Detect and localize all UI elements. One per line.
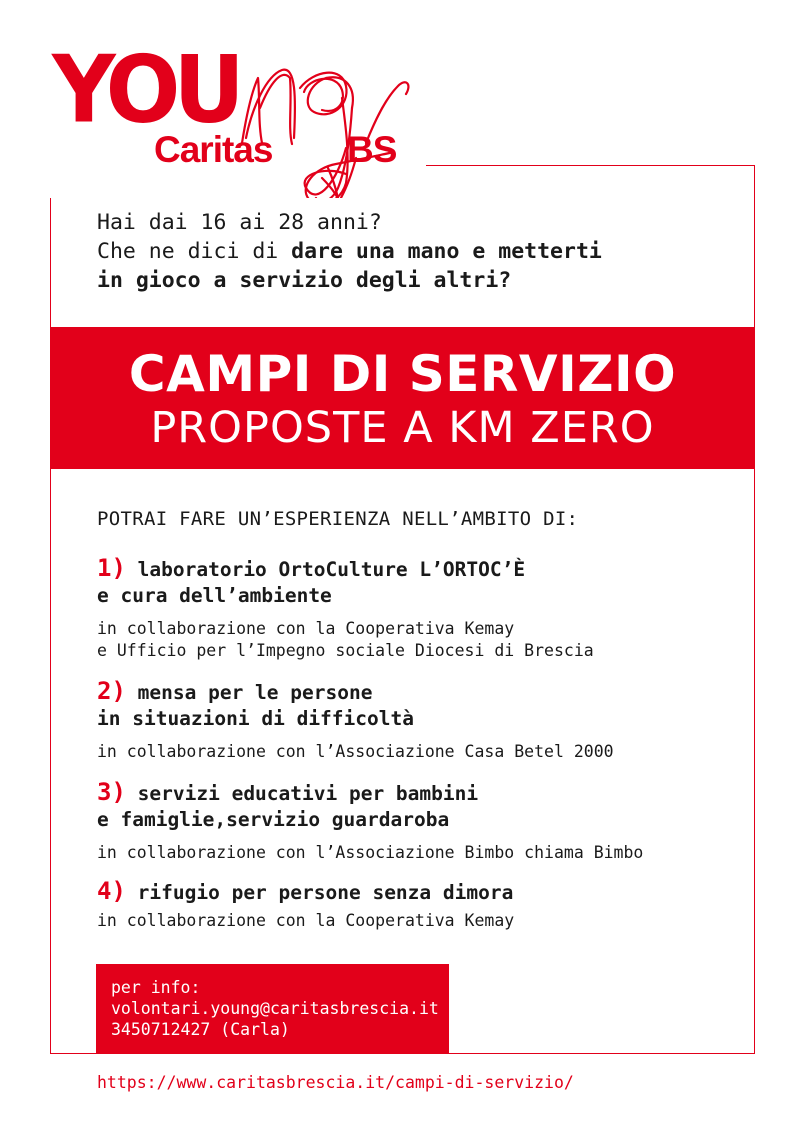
- item-note-line-1: in collaborazione con l’Associazione Casa Betel 2000: [97, 742, 614, 761]
- item-note-line-2: e Ufficio per l’Impegno sociale Diocesi di Brescia: [97, 641, 594, 660]
- item-note-line-1: in collaborazione con la Cooperativa Kemay: [97, 619, 515, 638]
- item-note-line-1: in collaborazione con l’Associazione Bimbo chiama Bimbo: [97, 843, 644, 862]
- intro-line-1: Hai dai 16 ai 28 anni?: [97, 210, 382, 235]
- item-title-line-2: in situazioni di difficoltà: [97, 707, 414, 730]
- item-number: 1): [97, 554, 126, 582]
- lead-text: POTRAI FARE UN’ESPERIENZA NELL’AMBITO DI:: [97, 508, 579, 530]
- item-title-line-1: rifugio per persone senza dimora: [137, 881, 514, 904]
- website-link[interactable]: https://www.caritasbrescia.it/campi-di-servizio/: [97, 1073, 574, 1092]
- logo-word-bs: BS: [347, 129, 397, 170]
- item-title-line-1: laboratorio OrtoCulture L’ORTOC’È: [137, 558, 526, 581]
- item-note-line-1: in collaborazione con la Cooperativa Kemay: [97, 911, 515, 930]
- title-banner: [50, 327, 755, 469]
- intro-text: [97, 208, 602, 295]
- banner-subtitle: PROPOSTE A KM ZERO: [150, 403, 655, 453]
- young-caritas-bs-logo: [46, 35, 426, 198]
- banner-title: CAMPI DI SERVIZIO: [128, 345, 677, 403]
- item-title-line-1: mensa per le persone: [137, 681, 373, 704]
- list-item: [97, 555, 594, 662]
- item-title-line-1: servizi educativi per bambini: [137, 782, 479, 805]
- intro-line-3: in gioco a servizio degli altri?: [97, 268, 512, 293]
- list-item: [97, 878, 514, 932]
- list-item: [97, 779, 643, 864]
- logo-word-caritas: Caritas: [154, 129, 273, 170]
- item-title-line-2: e famiglie,servizio guardaroba: [97, 808, 450, 831]
- item-number: 4): [97, 877, 126, 905]
- item-number: 3): [97, 778, 126, 806]
- logo-word-you: YOU: [52, 35, 238, 144]
- info-email-link[interactable]: volontari.young@caritasbrescia.it: [111, 999, 439, 1018]
- item-number: 2): [97, 677, 126, 705]
- list-item: [97, 678, 614, 763]
- info-phone: 3450712427 (Carla): [111, 1020, 290, 1039]
- logo-scribble-ng-icon: [46, 48, 426, 198]
- info-label: per info:: [111, 978, 201, 997]
- contact-info-box: [96, 964, 449, 1054]
- item-title-line-2: e cura dell’ambiente: [97, 584, 332, 607]
- intro-line-2: Che ne dici di dare una mano e metterti: [97, 239, 602, 264]
